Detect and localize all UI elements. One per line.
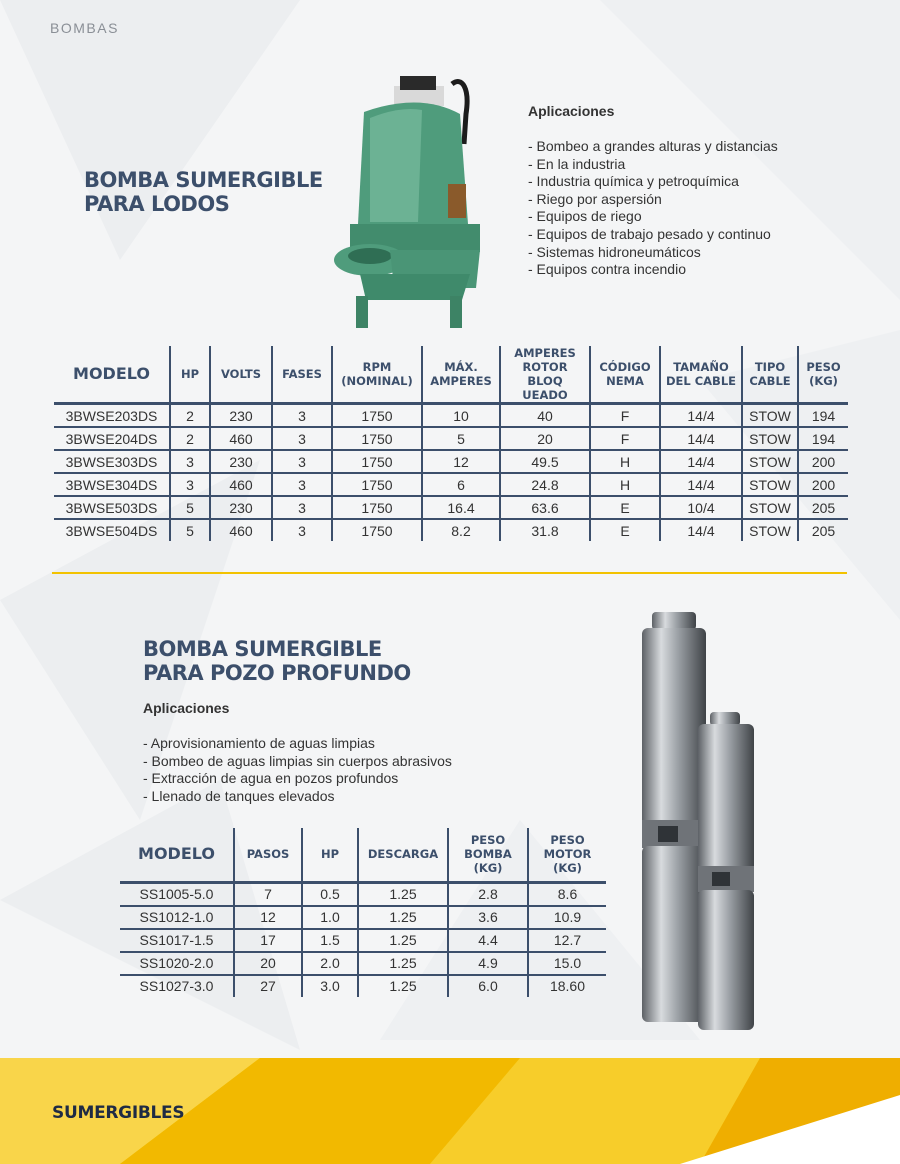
table-row <box>120 906 606 929</box>
header-rpm: RPM (NOMINAL) <box>332 346 422 404</box>
table-cell: 1750 <box>332 450 422 473</box>
header-tamano-cable: TAMAÑO DEL CABLE <box>660 346 742 404</box>
table-cell: 194 <box>798 427 848 450</box>
table-cell: 3BWSE303DS <box>54 450 170 473</box>
table-row <box>54 473 848 496</box>
list-item: - Aprovisionamiento de aguas limpias <box>143 735 375 751</box>
table-cell: 200 <box>798 473 848 496</box>
table-cell: 40 <box>500 404 590 428</box>
table-row <box>120 929 606 952</box>
list-item: - En la industria <box>528 155 626 172</box>
deep-well-pump-image <box>628 608 758 1036</box>
table-cell: 1.25 <box>358 952 448 975</box>
header-fases: FASES <box>272 346 332 404</box>
table-cell: 3BWSE504DS <box>65 522 158 539</box>
header-volts: VOLTS <box>210 346 272 404</box>
product2-applications-title: Aplicaciones <box>143 700 230 716</box>
table-row <box>54 427 848 450</box>
table-cell: 194 <box>798 404 848 428</box>
list-item: - Bombeo a grandes alturas y distancias <box>528 138 778 154</box>
table-cell: 18.60 <box>528 975 606 997</box>
product2-spec-table <box>120 828 606 997</box>
table-cell: SS1020-2.0 <box>120 952 234 975</box>
list-item: - Llenado de tanques elevados <box>143 787 335 804</box>
table-cell: 17 <box>234 929 302 952</box>
table-cell: 1.5 <box>302 929 358 952</box>
table-cell: 3 <box>272 473 332 496</box>
table-cell: STOW <box>742 404 798 428</box>
table-cell: 5 <box>170 519 210 541</box>
table-cell: SS1017-1.5 <box>120 929 234 952</box>
sewage-pump-image <box>330 74 490 332</box>
table-cell: STOW <box>742 519 798 541</box>
header-peso-motor: PESO MOTOR (KG) <box>528 828 606 882</box>
table-cell: 24.8 <box>500 473 590 496</box>
table-cell: 205 <box>798 519 848 541</box>
table-cell: 2.8 <box>448 882 528 906</box>
table-cell: 6.0 <box>448 975 528 997</box>
table-cell: 12 <box>422 450 500 473</box>
table-cell: 3 <box>170 450 210 473</box>
table-cell: 205 <box>798 496 848 519</box>
table-cell: H <box>590 450 660 473</box>
product1-title <box>84 168 323 216</box>
table-cell: 0.5 <box>302 882 358 906</box>
table-cell: 8.6 <box>528 882 606 906</box>
product2-applications-list <box>143 735 452 805</box>
table-cell: 460 <box>210 519 272 541</box>
product1-applications-list <box>528 138 778 279</box>
header-tipo-cable: TIPO CABLE <box>742 346 798 404</box>
table-cell: 14/4 <box>660 519 742 541</box>
list-item: - Bombeo de aguas limpias sin cuerpos abrasivos <box>143 752 452 769</box>
table-cell: 15.0 <box>528 952 606 975</box>
table-cell: 3 <box>272 427 332 450</box>
table-cell: 460 <box>210 473 272 496</box>
table-cell: 4.9 <box>448 952 528 975</box>
table-cell: 20 <box>234 952 302 975</box>
table-cell: 2 <box>170 427 210 450</box>
table-cell: 6 <box>422 473 500 496</box>
table-cell: 460 <box>210 427 272 450</box>
table-cell: 1.25 <box>358 882 448 906</box>
table-cell: 2.0 <box>302 952 358 975</box>
table-row <box>54 519 848 541</box>
product2-title-line-2: PARA POZO PROFUNDO <box>143 661 411 685</box>
table-cell: 1750 <box>332 404 422 428</box>
table-cell: 1.0 <box>302 906 358 929</box>
table-row <box>54 450 848 473</box>
table-cell: 5 <box>422 427 500 450</box>
table-cell: 1750 <box>332 519 422 541</box>
header-max-amperes: MÁX. AMPERES <box>422 346 500 404</box>
table-cell: 14/4 <box>660 450 742 473</box>
table-cell: 4.4 <box>448 929 528 952</box>
table-cell: 3BWSE304DS <box>54 473 170 496</box>
table-cell: 3.6 <box>448 906 528 929</box>
table-cell: 5 <box>170 496 210 519</box>
table-cell: SS1005-5.0 <box>120 882 234 906</box>
product1-applications-title: Aplicaciones <box>528 103 615 119</box>
product1-title-line-2: PARA LODOS <box>84 192 230 216</box>
list-item: - Industria química y petroquímica <box>528 173 739 190</box>
table-cell: 3 <box>272 519 332 541</box>
table-cell: 1.25 <box>358 929 448 952</box>
table-cell: F <box>590 404 660 428</box>
product2-title <box>143 637 411 685</box>
list-item: - Equipos de riego <box>528 208 642 225</box>
table-header-row <box>54 346 848 404</box>
table-cell: 1750 <box>332 427 422 450</box>
list-item: - Equipos de trabajo pesado y continuo <box>528 225 771 242</box>
table-cell: 3 <box>272 496 332 519</box>
table-row <box>120 952 606 975</box>
table-cell: 10/4 <box>660 496 742 519</box>
table-cell: E <box>590 496 660 519</box>
header-modelo: MODELO <box>54 346 170 404</box>
table-cell: SS1012-1.0 <box>120 906 234 929</box>
table-cell: 14/4 <box>660 473 742 496</box>
table-cell: 10 <box>422 404 500 428</box>
table-cell: 16.4 <box>422 496 500 519</box>
table-cell: 3BWSE204DS <box>54 427 170 450</box>
table-header-row <box>120 828 606 882</box>
table-cell: 8.2 <box>422 519 500 541</box>
table-cell: 3 <box>272 450 332 473</box>
table-cell: 230 <box>210 404 272 428</box>
header-peso-bomba: PESO BOMBA (KG) <box>448 828 528 882</box>
table-row <box>120 882 606 906</box>
table-row <box>54 496 848 519</box>
list-item: - Riego por aspersión <box>528 190 662 207</box>
header-amperes-rotor: AMPERES ROTOR BLOQ UEADO <box>500 346 590 404</box>
table-cell: STOW <box>742 473 798 496</box>
table-cell: 2 <box>170 404 210 428</box>
table-cell: SS1027-3.0 <box>139 978 214 994</box>
table-cell: 14/4 <box>660 427 742 450</box>
table-cell: STOW <box>742 450 798 473</box>
table-cell: 31.8 <box>500 519 590 541</box>
table-cell: 230 <box>210 496 272 519</box>
table-cell: 230 <box>210 450 272 473</box>
table-cell: 20 <box>500 427 590 450</box>
product2-title-line-1: BOMBA SUMERGIBLE <box>143 637 382 661</box>
header-descarga: DESCARGA <box>358 828 448 882</box>
table-row <box>120 975 606 997</box>
footer-label: SUMERGIBLES <box>52 1103 185 1123</box>
list-item: - Extracción de agua en pozos profundos <box>143 770 399 787</box>
product1-spec-table <box>54 346 848 541</box>
table-cell: H <box>590 473 660 496</box>
table-cell: F <box>590 427 660 450</box>
table-cell: 12.7 <box>528 929 606 952</box>
product1-title-line-1: BOMBA SUMERGIBLE <box>84 168 323 192</box>
table-cell: 14/4 <box>660 404 742 428</box>
table-cell: 3BWSE503DS <box>54 496 170 519</box>
table-cell: 3 <box>272 404 332 428</box>
list-item: - Sistemas hidroneumáticos <box>528 243 701 260</box>
table-cell: 1750 <box>332 473 422 496</box>
list-item: - Equipos contra incendio <box>528 261 686 278</box>
table-cell: 3.0 <box>302 975 358 997</box>
table-cell: STOW <box>742 427 798 450</box>
header-modelo: MODELO <box>120 828 234 882</box>
table-cell: STOW <box>742 496 798 519</box>
table-cell: 63.6 <box>500 496 590 519</box>
table-cell: 12 <box>234 906 302 929</box>
header-hp: HP <box>302 828 358 882</box>
table-cell: 27 <box>234 975 302 997</box>
section-divider <box>52 572 847 574</box>
table-cell: 7 <box>234 882 302 906</box>
table-cell: E <box>590 519 660 541</box>
table-cell: 200 <box>798 450 848 473</box>
table-row <box>54 404 848 428</box>
header-codigo-nema: CÓDIGO NEMA <box>590 346 660 404</box>
header-hp: HP <box>170 346 210 404</box>
table-cell: 10.9 <box>528 906 606 929</box>
table-cell: 1.25 <box>358 975 448 997</box>
table-cell: 3BWSE203DS <box>54 404 170 428</box>
header-peso: PESO (KG) <box>798 346 848 404</box>
table-cell: 1750 <box>332 496 422 519</box>
table-cell: 1.25 <box>358 906 448 929</box>
section-label: BOMBAS <box>50 20 119 36</box>
table-cell: 49.5 <box>500 450 590 473</box>
header-pasos: PASOS <box>234 828 302 882</box>
table-cell: 3 <box>170 473 210 496</box>
